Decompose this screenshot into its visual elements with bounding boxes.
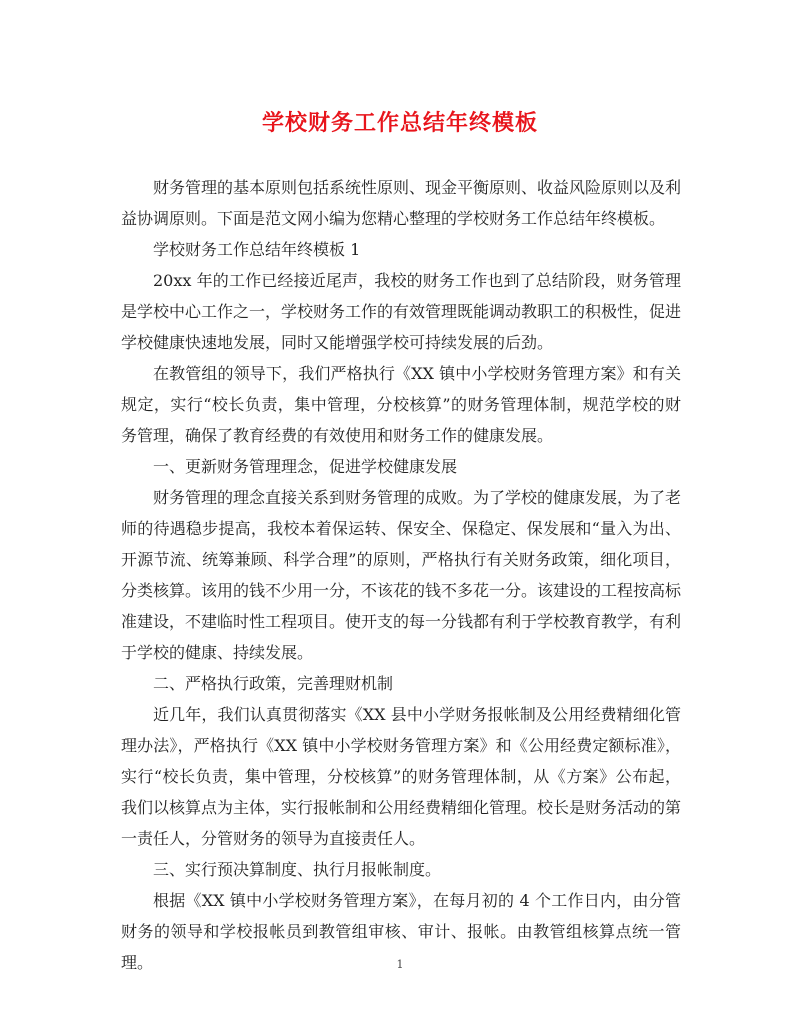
section-heading: 二、严格执行政策，完善理财机制 (153, 674, 394, 693)
section-heading: 学校财务工作总结年终模板 1 (153, 240, 361, 259)
page-number: 1 (396, 958, 404, 971)
section-heading: 三、实行预决算制度、执行月报帐制度。 (153, 860, 442, 879)
paragraph: 近几年，我们认真贯彻落实《XX 县中小学财务报帐制及公用经费精细化管理办法》，严格执行《XX 镇中小学校财务管理方案》和《公用经费定额标准》，实行“校长负责，集中管理，分校核算”的财务管理体制，从《方案》公布起，我们以核算点为主体，实行报帐制和公用经费精细化管理。校长是财务活动的第一责任人，分管财务的领导为直接责任人。 (121, 705, 682, 848)
paragraph: 财务管理的理念直接关系到财务管理的成败。为了学校的健康发展，为了老师的待遇稳步提高，我校本着保运转、保安全、保稳定、保发展和“量入为出、开源节流、统筹兼顾、科学合理”的原则，严格执行有关财务政策，细化项目，分类核算。该用的钱不少用一分，不该花的钱不多花一分。该建设的工程按高标准建设，不建临时性工程项目。使开支的每一分钱都有利于学校教育教学，有利于学校的健康、持续发展。 (121, 488, 682, 662)
paragraph: 根据《XX 镇中小学校财务管理方案》，在每月初的 4 个工作日内，由分管财务的领导和学校报帐员到教管组审核、审计、报帐。由教管组核算点统一管理。 (121, 891, 681, 972)
paragraph: 在教管组的领导下，我们严格执行《XX 镇中小学校财务管理方案》和有关规定，实行“校长负责，集中管理，分校核算”的财务管理体制，规范学校的财务管理，确保了教育经费的有效使用和财务工作的健康发展。 (121, 364, 681, 445)
intro-paragraph: 财务管理的基本原则包括系统性原则、现金平衡原则、收益风险原则以及利益协调原则。下面是范文网小编为您精心整理的学校财务工作总结年终模板。 (121, 178, 682, 228)
paragraph: 20xx 年的工作已经接近尾声，我校的财务工作也到了总结阶段，财务管理是学校中心工作之一，学校财务工作的有效管理既能调动教职工的积极性，促进学校健康快速地发展，同时又能增强学校可持续发展的后劲。 (121, 271, 682, 352)
section-heading: 一、更新财务管理理念，促进学校健康发展 (153, 457, 458, 476)
document-title: 学校财务工作总结年终模板 (261, 110, 538, 136)
document-body (121, 172, 681, 978)
